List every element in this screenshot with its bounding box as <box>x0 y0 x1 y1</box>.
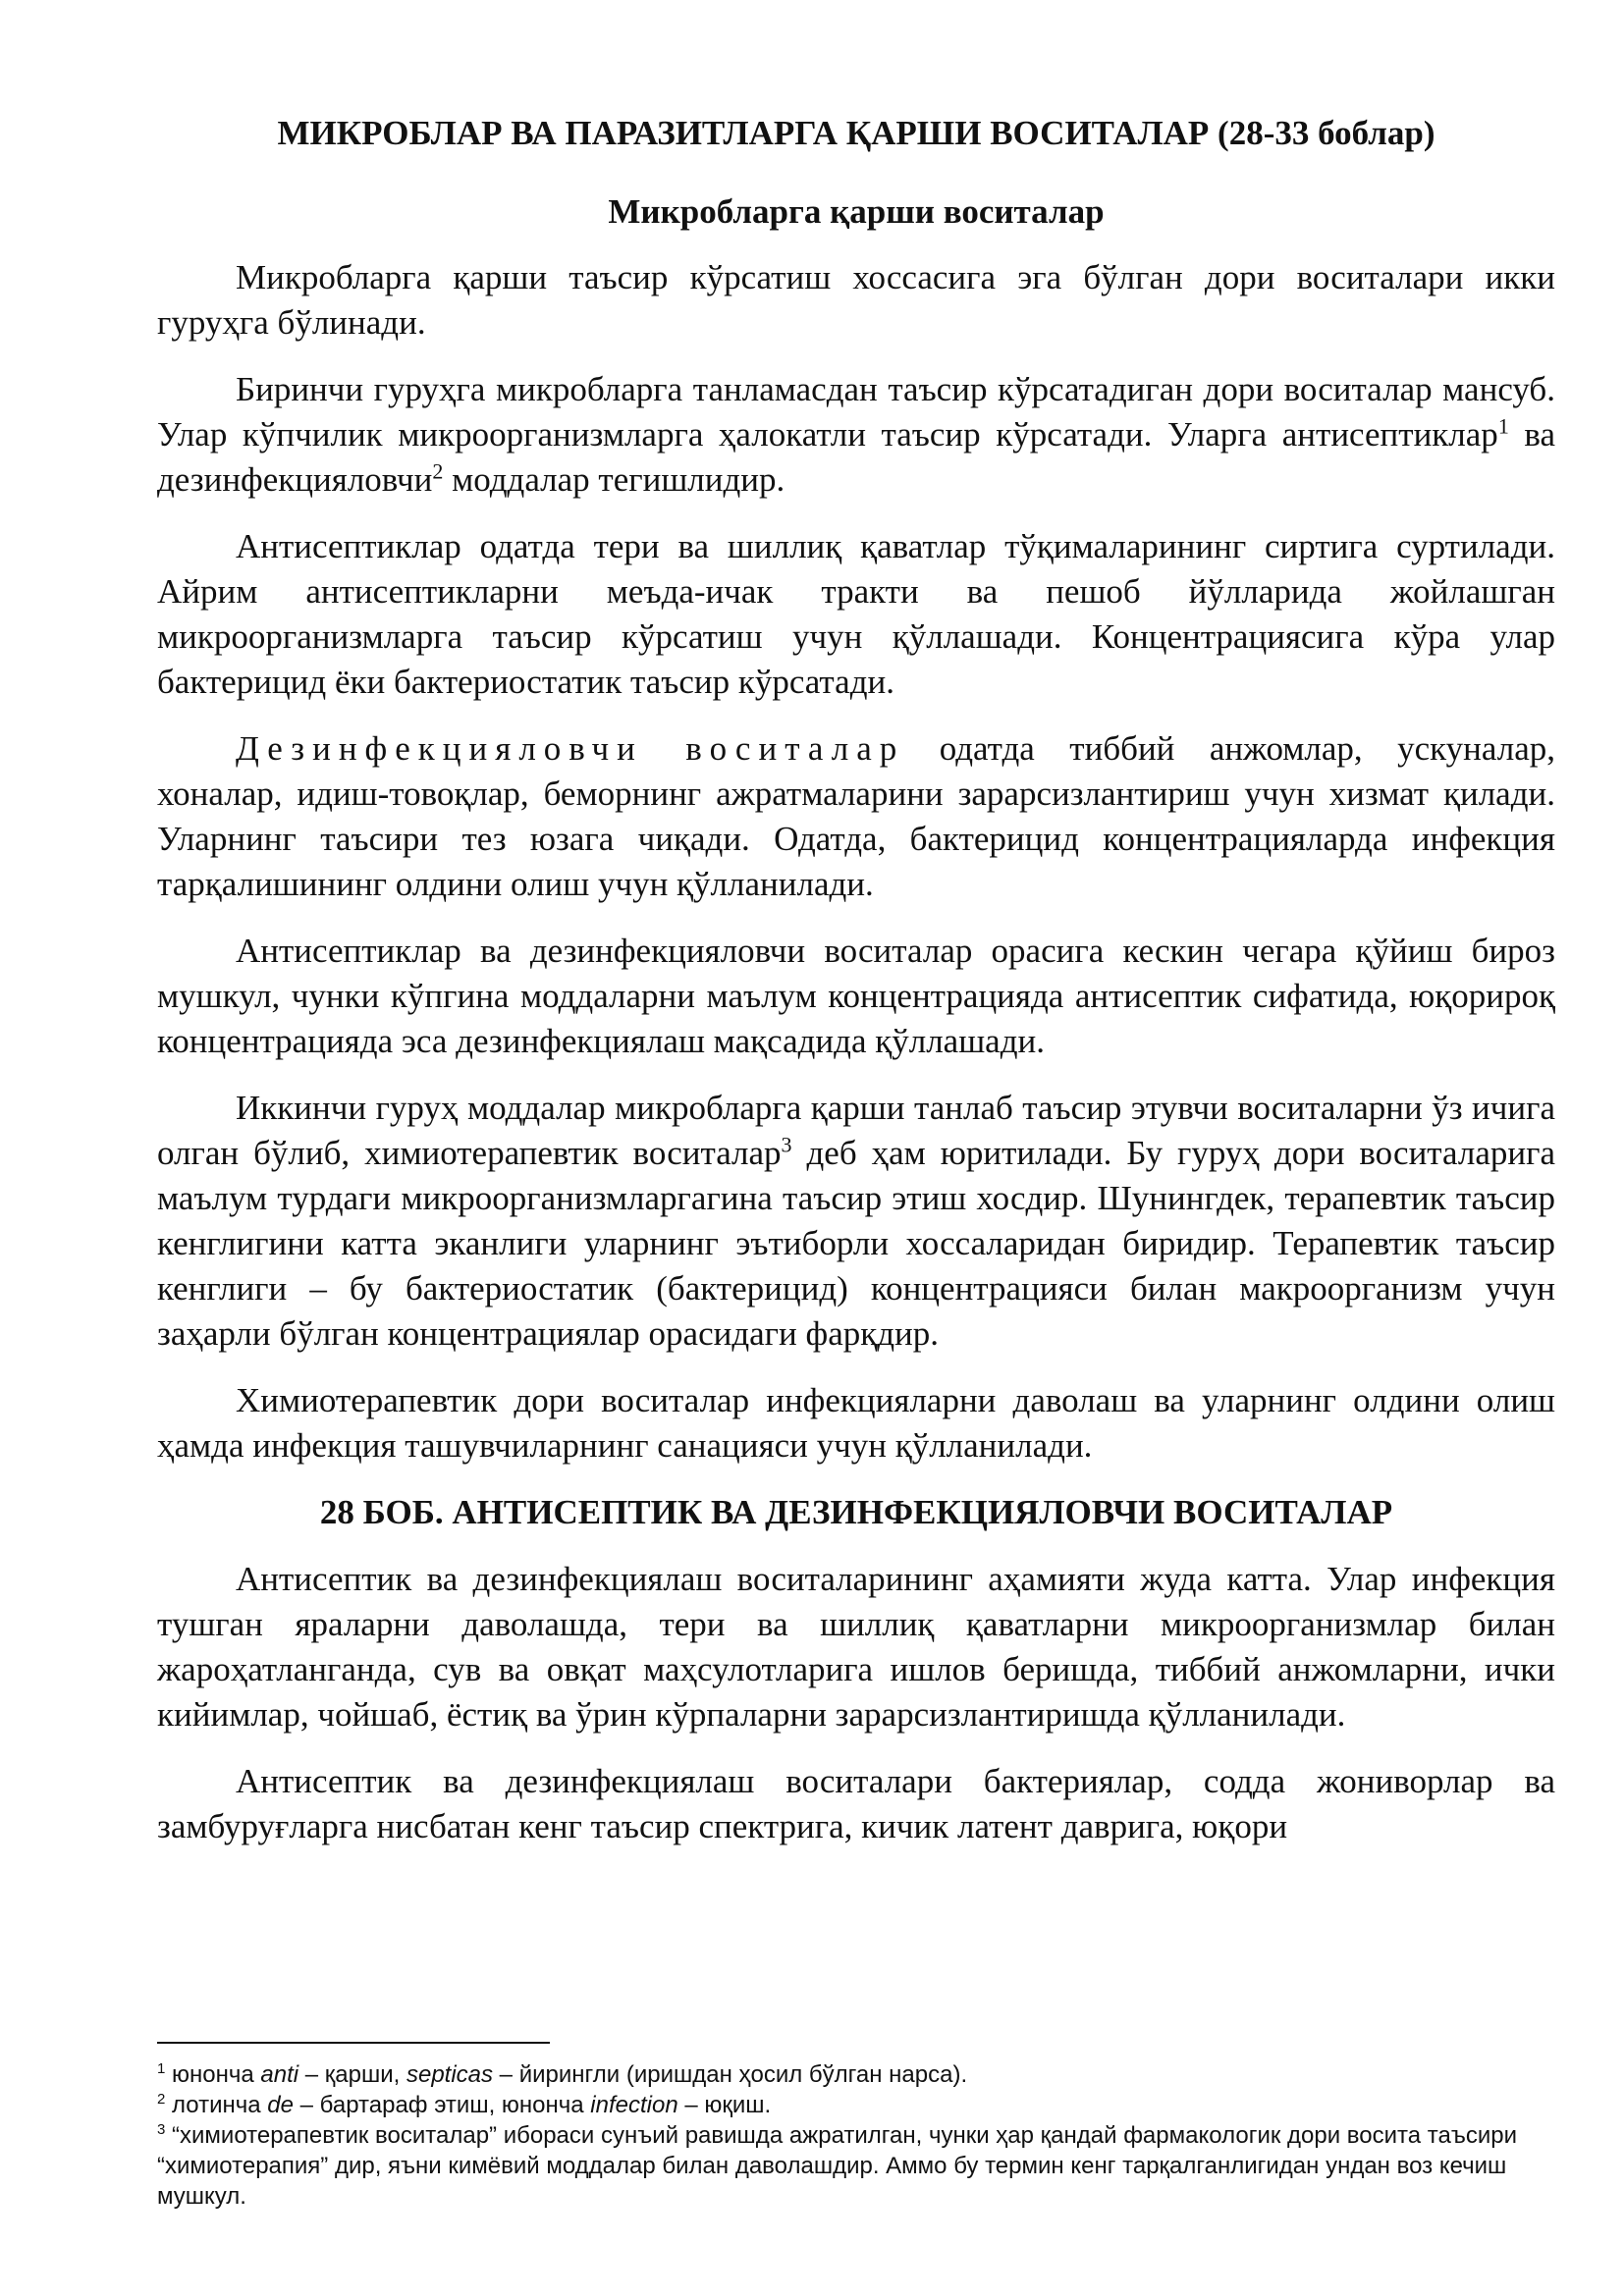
paragraph-4-emphasis: Дезинфекцияловчи воситалар <box>236 729 905 768</box>
footnote-2-text-c: – юқиш. <box>677 2092 772 2118</box>
paragraph-6-text-b: деб ҳам юритилади. Бу гуруҳ дори воситаларига маълум турдаги микроорганизмларгагина таъсир этиш хосдир. Шунингдек, терапевтик таъсир кенглигини катта эканлиги уларнинг эътиборли хоссаларидан биридир. Терапевтик таъсир кенглиги – бу бактериостатик (бактерицид) концентрацияси билан макроорганизм учун заҳарли бўлган концентрациялар орасидаги фарқдир. <box>157 1134 1555 1353</box>
footnote-ref-1[interactable]: 1 <box>1497 413 1509 439</box>
footnote-3 <box>157 2120 1555 2212</box>
footnote-1-text-a: юнонча <box>165 2061 261 2088</box>
paragraph-4 <box>157 726 1555 907</box>
footnote-2-text-a: лотинча <box>165 2092 268 2118</box>
paragraph-9: Антисептик ва дезинфекциялаш воситалари бактериялар, содда жониворлар ва замбуруғларга нисбатан кенг таъсир спектрига, кичик латент даврига, юқори <box>157 1762 1555 1845</box>
footnote-ref-2[interactable]: 2 <box>432 458 444 484</box>
paragraph-6-text-a: Иккинчи гуруҳ моддалар микробларга қарши танлаб таъсир этувчи воситаларни ўз ичига олган бўлиб, химиотерапевтик воситалар <box>157 1089 1555 1172</box>
footnote-1 <box>157 2059 1555 2090</box>
paragraph-2-text-a: Биринчи гуруҳга микробларга танламасдан таъсир кўрсатадиган дори воситалар мансуб. Улар кўпчилик микроорганизмларга ҳалокатли таъсир кўрсатади. Уларга антисептиклар <box>157 370 1555 454</box>
footnote-3-text: “химиотерапевтик воситалар” ибораси сунъий равишда ажратилган, чунки ҳар қандай фармакологик дори восита таъсири “химиотерапия” дир, яъни кимёвий моддалар билан даволашдир. Аммо бу термин кенг тарқалганлигидан ундан воз кечиш мушкул. <box>157 2122 1517 2210</box>
footnote-separator <box>157 2042 550 2044</box>
footnote-2-number: 2 <box>157 2091 166 2108</box>
footnote-2-term-2: infection <box>590 2092 678 2118</box>
footnote-1-text-c: – йирингли (иришдан ҳосил бўлган нарса). <box>493 2061 968 2088</box>
footnote-1-term-1: anti <box>260 2061 299 2088</box>
paragraph-4-text: одатда тиббий анжомлар, ускуналар, хоналар, идиш-товоқлар, беморнинг ажратмаларини зарарсизлантириш учун хизмат қилади. Уларнинг таъсири тез юзага чиқади. Одатда, бактерицид концентрацияларда инфекция тарқалишининг олдини олиш учун қўлланилади. <box>157 729 1556 903</box>
footnote-1-number: 1 <box>157 2060 166 2077</box>
footnote-ref-3[interactable]: 3 <box>781 1132 792 1157</box>
paragraph-3: Антисептиклар одатда тери ва шиллиқ қаватлар тўқималарининг сиртига суртилади. Айрим антисептикларни меъда-ичак тракти ва пешоб йўлларида жойлашган микроорганизмларга таъсир кўрсатиш учун қўллашади. Концентрациясига кўра улар бактерицид ёки бактериостатик таъсир кўрсатади. <box>157 527 1555 701</box>
document-body <box>157 106 1555 1871</box>
section-subtitle: Микробларга қарши воситалар <box>608 192 1105 231</box>
footnote-2-text-b: – бартараф этиш, юнонча <box>293 2092 591 2118</box>
footnote-2-term-1: de <box>267 2092 294 2118</box>
footnote-2 <box>157 2090 1555 2120</box>
footnote-1-text-b: – қарши, <box>298 2061 406 2088</box>
footnotes <box>157 2042 1555 2212</box>
document-title: МИКРОБЛАР ВА ПАРАЗИТЛАРГА ҚАРШИ ВОСИТАЛАР (28-33 боблар) <box>277 114 1435 152</box>
paragraph-2-text-c: моддалар тегишлидир. <box>443 460 785 499</box>
paragraph-7: Химиотерапевтик дори воситалар инфекцияларни даволаш ва уларнинг олдини олиш ҳамда инфекция ташувчиларнинг санацияси учун қўлланилади. <box>157 1381 1555 1465</box>
chapter-heading: 28 БОБ. АНТИСЕПТИК ВА ДЕЗИНФЕКЦИЯЛОВЧИ ВОСИТАЛАР <box>319 1493 1393 1531</box>
paragraph-5: Антисептиклар ва дезинфекцияловчи воситалар орасига кескин чегара қўйиш бироз мушкул, чунки кўпгина моддаларни маълум концентрацияда антисептик сифатида, юқорироқ концентрацияда эса дезинфекциялаш мақсадида қўллашади. <box>157 932 1555 1060</box>
footnote-3-number: 3 <box>157 2121 166 2138</box>
paragraph-6 <box>157 1086 1555 1357</box>
footnote-1-term-2: septicas <box>406 2061 494 2088</box>
paragraph-8: Антисептик ва дезинфекциялаш воситаларининг аҳамияти жуда катта. Улар инфекция тушган яраларни даволашда, тери ва шиллиқ қаватларни микроорганизмлар билан жароҳатланганда, сув ва овқат маҳсулотларига ишлов беришда, тиббий анжомларни, ички кийимлар, чойшаб, ёстиқ ва ўрин кўрпаларни зарарсизлантиришда қўлланилади. <box>157 1560 1555 1734</box>
paragraph-1: Микробларга қарши таъсир кўрсатиш хоссасига эга бўлган дори воситалари икки гуруҳга бўлинади. <box>157 258 1555 342</box>
paragraph-2 <box>157 367 1555 503</box>
paragraph-2-text-b: ва дезинфекцияловчи <box>157 415 1555 499</box>
